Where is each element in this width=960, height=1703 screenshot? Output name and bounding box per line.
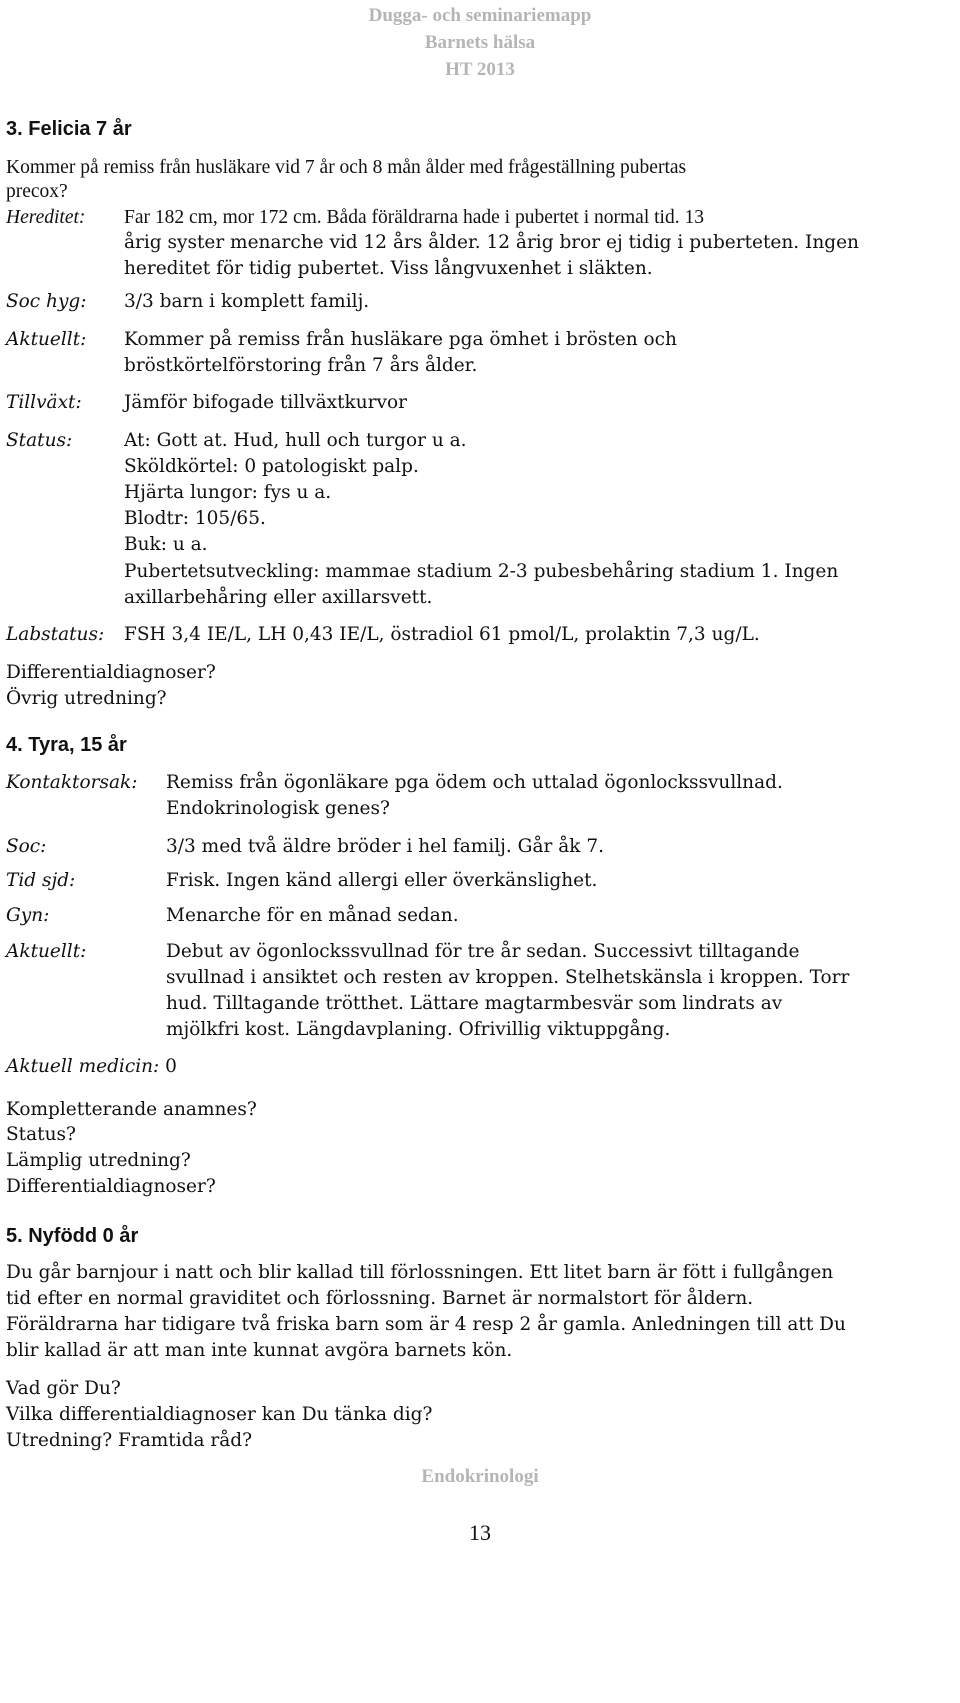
case3-question-1: Differentialdiagnoser? <box>6 662 216 683</box>
case4-kontakt-1: Remiss från ögonläkare pga ödem och uttalad ögonlockssvullnad. <box>166 772 783 793</box>
case4-question-4: Differentialdiagnoser? <box>6 1176 216 1197</box>
case4-question-1: Kompletterande anamnes? <box>6 1099 257 1120</box>
case3-hereditet-2: årig syster menarche vid 12 års ålder. 12 årig bror ej tidig i puberteten. Ingen <box>124 232 859 253</box>
case3-hereditet-label: Hereditet: <box>6 207 86 228</box>
case4-soc-label: Soc: <box>6 836 47 857</box>
case3-status-7: axillarbehåring eller axillarsvett. <box>124 587 433 608</box>
case4-aktuellt-4: mjölkfri kost. Längdavplaning. Ofrivillig viktuppgång. <box>166 1019 671 1040</box>
case3-hereditet-3: hereditet för tidig pubertet. Viss långvuxenhet i släkten. <box>124 258 653 279</box>
case3-intro-1: Kommer på remiss från husläkare vid 7 år och 8 mån ålder med frågeställning pubertas <box>6 157 687 178</box>
case3-labstatus-label: Labstatus: <box>6 624 105 645</box>
case5-question-2: Vilka differentialdiagnoser kan Du tänka dig? <box>6 1404 433 1425</box>
case4-medicin-value: 0 <box>165 1056 177 1077</box>
case3-title: 3. Felicia 7 år <box>6 118 132 140</box>
case3-tillvaxt: Jämför bifogade tillväxtkurvor <box>124 392 407 413</box>
case3-status-4: Blodtr: 105/65. <box>124 508 266 529</box>
case3-intro-2: precox? <box>6 181 68 202</box>
header-line-1: Dugga- och seminariemapp <box>368 5 592 26</box>
case4-question-2: Status? <box>6 1124 76 1145</box>
case3-aktuellt-1: Kommer på remiss från husläkare pga ömhet i brösten och <box>124 329 677 350</box>
case3-aktuellt-2: bröstkörtelförstoring från 7 års ålder. <box>124 355 478 376</box>
case3-question-2: Övrig utredning? <box>6 688 167 709</box>
case3-status-6: Pubertetsutveckling: mammae stadium 2-3 pubesbehåring stadium 1. Ingen <box>124 561 839 582</box>
case3-status-3: Hjärta lungor: fys u a. <box>124 482 332 503</box>
case4-gyn-label: Gyn: <box>6 905 50 926</box>
case3-status-2: Sköldkörtel: 0 patologiskt palp. <box>124 456 419 477</box>
case4-aktuellt-3: hud. Tilltagande trötthet. Lättare magtarmbesvär som lindrats av <box>166 993 783 1014</box>
header-line-2: Barnets hälsa <box>424 32 536 53</box>
case4-medicin-label: Aktuell medicin: <box>6 1056 160 1077</box>
case3-aktuellt-label: Aktuellt: <box>6 329 87 350</box>
case4-question-3: Lämplig utredning? <box>6 1150 191 1171</box>
case4-tidsjd: Frisk. Ingen känd allergi eller överkänslighet. <box>166 870 598 891</box>
case4-tidsjd-label: Tid sjd: <box>6 870 76 891</box>
case4-soc: 3/3 med två äldre bröder i hel familj. Går åk 7. <box>166 836 604 857</box>
header-line-3: HT 2013 <box>445 59 515 80</box>
case4-gyn: Menarche för en månad sedan. <box>166 905 459 926</box>
case3-status-1: At: Gott at. Hud, hull och turgor u a. <box>124 430 467 451</box>
page-number: 13 <box>469 1520 491 1545</box>
case4-kontakt-label: Kontaktorsak: <box>6 772 138 793</box>
case5-title: 5. Nyfödd 0 år <box>6 1225 139 1247</box>
case4-aktuellt-2: svullnad i ansiktet och resten av kroppen. Stelhetskänsla i kroppen. Torr <box>166 967 850 988</box>
case5-body-2: tid efter en normal graviditet och förlossning. Barnet är normalstort för åldern. <box>6 1288 754 1309</box>
case3-soc: 3/3 barn i komplett familj. <box>124 291 370 312</box>
case4-aktuellt-1: Debut av ögonlockssvullnad för tre år sedan. Successivt tilltagande <box>166 941 800 962</box>
case5-question-3: Utredning? Framtida råd? <box>6 1430 253 1451</box>
case3-status-label: Status: <box>6 430 73 451</box>
case3-status-5: Buk: u a. <box>124 534 208 555</box>
case4-medicin <box>6 1054 177 1080</box>
case4-title: 4. Tyra, 15 år <box>6 734 127 756</box>
case4-kontakt-2: Endokrinologisk genes? <box>166 798 390 819</box>
case5-question-1: Vad gör Du? <box>6 1378 121 1399</box>
page-header <box>0 2 960 83</box>
case3-labstatus: FSH 3,4 IE/L, LH 0,43 IE/L, östradiol 61 pmol/L, prolaktin 7,3 ug/L. <box>124 624 760 645</box>
case5-body-4: blir kallad är att man inte kunnat avgöra barnets kön. <box>6 1340 513 1361</box>
footer-section: Endokrinologi <box>421 1466 539 1487</box>
case4-aktuellt-label: Aktuellt: <box>6 941 87 962</box>
case3-soc-label: Soc hyg: <box>6 291 87 312</box>
case3-hereditet-1: Far 182 cm, mor 172 cm. Båda föräldrarna hade i pubertet i normal tid. 13 <box>124 207 704 228</box>
case5-body-3: Föräldrarna har tidigare två friska barn som är 4 resp 2 år gamla. Anledningen till att Du <box>6 1314 846 1335</box>
case5-body-1: Du går barnjour i natt och blir kallad till förlossningen. Ett litet barn är fött i fullgången <box>6 1262 834 1283</box>
case3-tillvaxt-label: Tillväxt: <box>6 392 82 413</box>
